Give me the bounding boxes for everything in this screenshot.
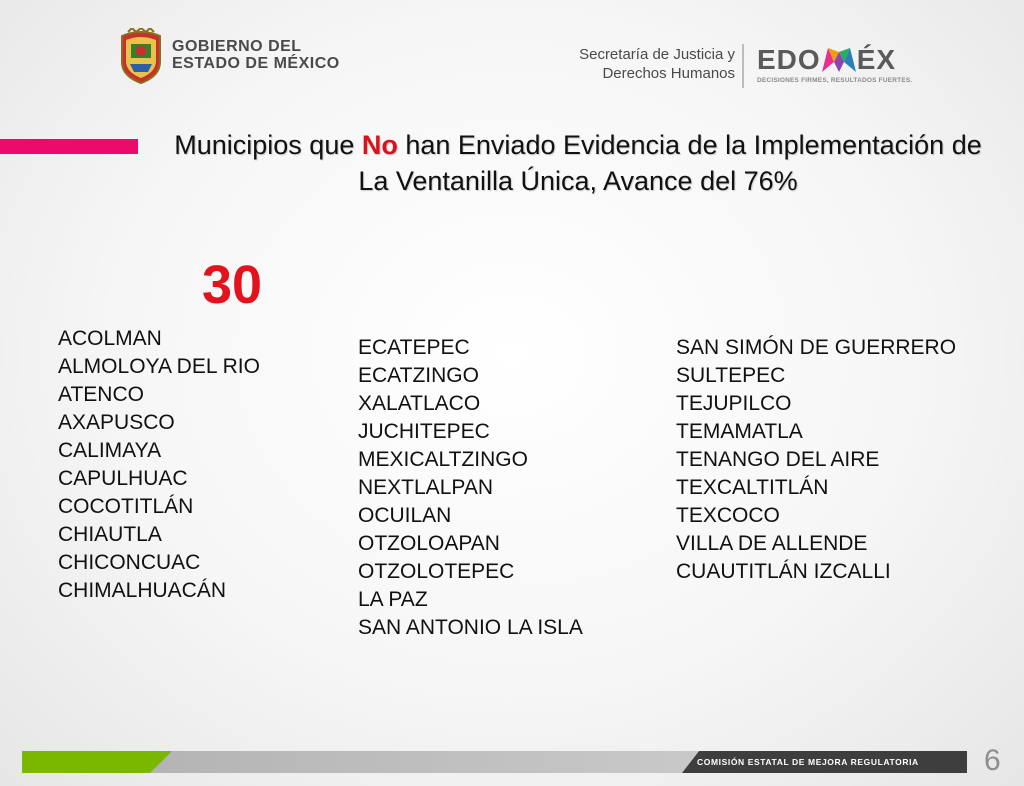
brand-tagline: DECISIONES FIRMES, RESULTADOS FUERTES. xyxy=(757,77,913,84)
list-item: CHIMALHUACÁN xyxy=(58,579,227,602)
municipality-list-1 xyxy=(58,325,260,605)
header-divider xyxy=(742,44,744,88)
list-item: MEXICALTZINGO xyxy=(358,448,528,471)
secretaria-label xyxy=(560,46,735,84)
list-item: TEXCALTITLÁN xyxy=(676,476,829,499)
gobierno-logo xyxy=(118,28,340,84)
footer-green-segment xyxy=(22,751,172,773)
brand-pre: EDO xyxy=(757,44,821,75)
list-item: CALIMAYA xyxy=(58,439,162,462)
state-seal-icon xyxy=(118,28,164,84)
list-item: TENANGO DEL AIRE xyxy=(676,448,880,471)
municipality-list-2 xyxy=(358,334,583,642)
list-item: TEJUPILCO xyxy=(676,392,792,415)
title-highlight: No xyxy=(361,130,398,160)
sec-line2: Derechos Humanos xyxy=(602,64,735,82)
list-item: CHIAUTLA xyxy=(58,523,162,546)
title-part1: Municipios que xyxy=(174,130,362,160)
list-item: ECATZINGO xyxy=(358,364,479,387)
list-item: SAN ANTONIO LA ISLA xyxy=(358,616,583,639)
list-item: CAPULHUAC xyxy=(58,467,188,490)
list-item: LA PAZ xyxy=(358,588,428,611)
footer-grey-segment xyxy=(150,751,705,773)
list-item: TEXCOCO xyxy=(676,504,780,527)
list-item: JUCHITEPEC xyxy=(358,420,490,443)
list-item: ATENCO xyxy=(58,383,144,406)
list-item: SULTEPEC xyxy=(676,364,786,387)
municipality-list-3 xyxy=(676,334,956,586)
list-item: ECATEPEC xyxy=(358,336,470,359)
list-item: OTZOLOAPAN xyxy=(358,532,500,555)
list-item: TEMAMATLA xyxy=(676,420,803,443)
list-item: OCUILAN xyxy=(358,504,452,527)
footer-label: COMISIÓN ESTATAL DE MEJORA REGULATORIA xyxy=(697,757,919,767)
list-item: CUAUTITLÁN IZCALLI xyxy=(676,560,891,583)
list-item: CHICONCUAC xyxy=(58,551,201,574)
colorful-m-icon xyxy=(822,48,856,72)
list-item: COCOTITLÁN xyxy=(58,495,194,518)
list-item: ALMOLOYA DEL RIO xyxy=(58,355,260,378)
list-item: VILLA DE ALLENDE xyxy=(676,532,868,555)
list-item: SAN SIMÓN DE GUERRERO xyxy=(676,336,957,359)
list-item: NEXTLALPAN xyxy=(358,476,493,499)
gov-line1: GOBIERNO DEL xyxy=(172,38,302,56)
list-item: XALATLACO xyxy=(358,392,481,415)
slide-title xyxy=(168,128,988,200)
edomex-logo xyxy=(757,46,912,84)
page-number: 6 xyxy=(984,744,1001,777)
accent-bar xyxy=(0,139,138,154)
list-item: OTZOLOTEPEC xyxy=(358,560,515,583)
list-item: ACOLMAN xyxy=(58,327,162,350)
sec-line1: Secretaría de Justicia y xyxy=(579,46,735,63)
list-item: AXAPUSCO xyxy=(58,411,175,434)
title-part2: han Enviado Evidencia de la Implementación de La Ventanilla Única, Avance del 76% xyxy=(358,130,982,196)
municipality-count: 30 xyxy=(202,255,263,315)
gov-line2: ESTADO DE MÉXICO xyxy=(172,55,340,72)
brand-post: ÉX xyxy=(856,44,897,75)
